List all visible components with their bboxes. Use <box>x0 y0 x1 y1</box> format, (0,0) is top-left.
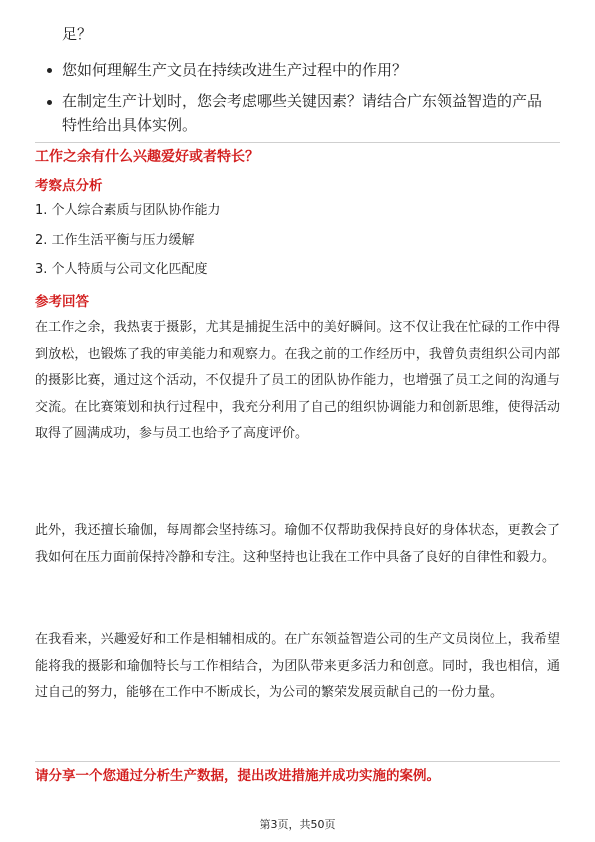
divider <box>35 142 560 143</box>
answer-paragraph-1: 在工作之余，我热衷于摄影，尤其是捕捉生活中的美好瞬间。这不仅让我在忙碌的工作中得到放松，也锻炼了我的审美能力和观察力。在我之前的工作经历中，我曾负责组织公司内部的摄影比赛，通过这个活动，不仅提升了员工的团队协作能力，也增强了员工之间的沟通与交流。在比赛策划和执行过程中，我充分利用了自己的组织协调能力和创新思维，使得活动取得了圆满成功，参与员工也给予了高度评价。 <box>35 320 560 441</box>
answer-paragraph-2: 此外，我还擅长瑜伽，每周都会坚持练习。瑜伽不仅帮助我保持良好的身体状态，更教会了我如何在压力面前保持冷静和专注。这种坚持也让我在工作中具备了良好的自律性和毅力。 <box>35 523 560 565</box>
divider <box>35 761 560 762</box>
analysis-item: 1. 个人综合素质与团队协作能力 <box>35 203 221 218</box>
analysis-item: 3. 个人特质与公司文化匹配度 <box>35 262 208 277</box>
analysis-title: 考察点分析 <box>35 178 103 194</box>
question-continuation: 足？ <box>62 25 93 43</box>
bullet-dot <box>47 100 52 105</box>
question-bullet-2: 在制定生产计划时，您会考虑哪些关键因素？请结合广东领益智造的产品特性给出具体实例。 <box>62 92 543 134</box>
answer-paragraph-3: 在我看来，兴趣爱好和工作是相辅相成的。在广东领益智造公司的生产文员岗位上，我希望能将我的摄影和瑜伽特长与工作相结合，为团队带来更多活力和创意。同时，我也相信，通过自己的努力，能够在工作中不断成长，为公司的繁荣发展贡献自己的一份力量。 <box>35 632 560 700</box>
analysis-item: 2. 工作生活平衡与压力缓解 <box>35 233 195 248</box>
answer-title: 参考回答 <box>35 294 89 310</box>
bullet-dot <box>47 68 52 73</box>
page-number: 第3页，共50页 <box>259 818 336 831</box>
next-question: 请分享一个您通过分析生产数据，提出改进措施并成功实施的案例。 <box>35 768 440 784</box>
section-question: 工作之余有什么兴趣爱好或者特长？ <box>35 149 259 165</box>
question-bullet-1: 您如何理解生产文员在持续改进生产过程中的作用？ <box>62 61 408 79</box>
